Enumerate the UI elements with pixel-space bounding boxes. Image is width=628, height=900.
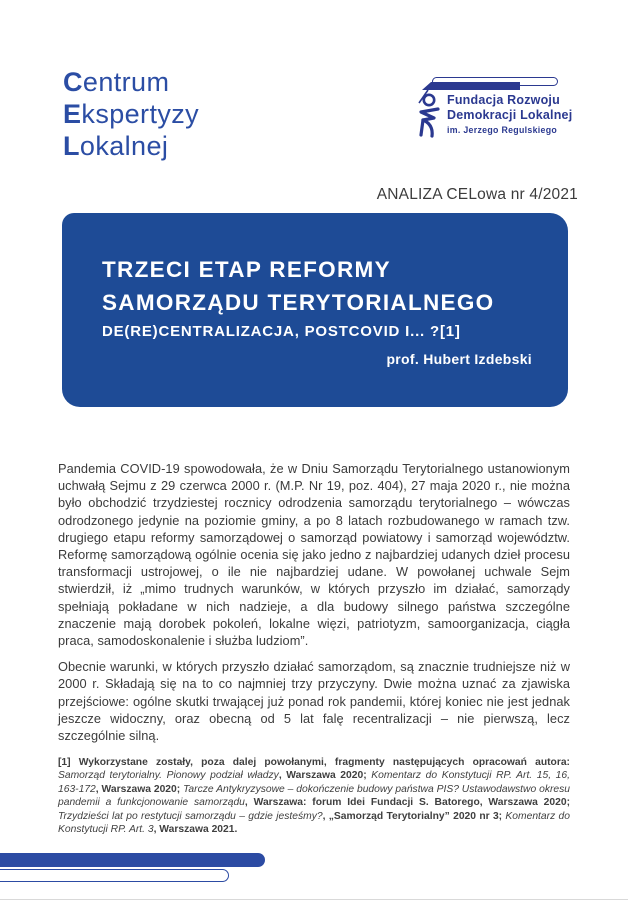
footnote-work-title: Samorząd terytorialny. Pionowy podział władzy: [58, 770, 279, 782]
frdl-name: [447, 93, 572, 123]
footnote-text: [1] Wykorzystane zostały, poza dalej powołanymi, fragmenty następujących opracowań autora:: [58, 757, 570, 768]
bottom-outline-bar-decoration: [0, 869, 229, 882]
footnote-work-title: Komentarz do Konstytucji RP. Art. 15, 16, 163-172: [58, 770, 570, 795]
footnote-text: , „Samorząd Terytorialny” 2020 nr 3;: [322, 810, 506, 822]
frdl-logo: [416, 70, 576, 140]
footnote-work-title: Komentarz do Konstytucji RP. Art. 3: [58, 810, 570, 836]
footnote: [58, 756, 570, 836]
frdl-name-line-1: Fundacja Rozwoju: [447, 93, 560, 107]
cel-rest: kspertyzy: [81, 99, 200, 129]
cel-logo-line-2: [63, 98, 199, 130]
cel-logo-line-3: [63, 130, 199, 162]
footnote-text: , Warszawa 2020;: [278, 770, 372, 782]
issue-label: ANALIZA CELowa nr 4/2021: [376, 186, 578, 203]
cel-initial: C: [63, 67, 83, 97]
author-name: prof. Hubert Izdebski: [386, 351, 532, 367]
footnote-text: , Warszawa: forum Idei Fundacji S. Batorego, Warszawa 2020;: [244, 797, 571, 809]
footnote-text: , Warszawa 2020;: [95, 783, 184, 795]
title-banner: [62, 213, 568, 407]
body-paragraph-1: Pandemia COVID-19 spowodowała, że w Dniu Samorządu Terytorialnego ustanowionym uchwałą Sejmu z 29 czerwca 2000 r. (M.P. Nr 19, poz. 404), 27 maja 2020 r., nie można było obchodzić trzydziestej rocznicy odrodzenia samorządu terytorialnego – wówczas odrodzonego jedynie na poziomie gminy, a po 8 latach rozbudowanego w ramach tzw. drugiego etapu reformy samorządowej o samorząd powiatowy i samorząd województw. Reformę samorządową ogólnie ocenia się jako jedno z najbardziej udanych dzieł procesu transformacji ustrojowej, o ile nie najbardziej udane. W powołanej uchwale Sejm stwierdził, iż „mimo trudnych warunków, w których przyszło im działać, samorządy spełniają pokładane w nich nadzieje, a dla budowy silnego państwa szczególne znaczenie mają dorobek pokoleń, lokalne więzi, patriotyzm, samoorganizacja, ciągła praca, samodoskonalenie i służba ludziom”.: [58, 461, 570, 649]
cel-logo: [63, 66, 199, 162]
cel-initial: L: [63, 131, 80, 161]
cel-initial: E: [63, 99, 82, 129]
bottom-solid-bar-decoration: [0, 853, 265, 867]
frdl-name-line-2: Demokracji Lokalnej: [447, 108, 573, 122]
body-paragraph-2: Obecnie warunki, w których przyszło działać samorządom, są znacznie trudniejsze niż w 2000 r. Składają się na to co najmniej trzy przyczyny. Dwie można uznać za zjawiska przejściowe: ogólne skutki trwającej już ponad rok pandemii, której koniec nie jest jednak jeszcze widoczny, oraz obecną od 5 lat falę recentralizacji – nie pierwszą, lecz szczególnie silną.: [58, 659, 570, 744]
cel-logo-line-1: [63, 66, 199, 98]
frdl-patron: im. Jerzego Regulskiego: [447, 125, 558, 135]
cel-rest: okalnej: [79, 131, 169, 161]
footnote-work-title: Tarcze Antykryzysowe – dokończenie budowy państwa PIS? Ustawodawstwo okresu pandemii a funkcjonowanie samorządu: [58, 783, 571, 809]
title-line-1: TRZECI ETAP REFORMY: [102, 257, 391, 282]
footnote-work-title: Trzydzieści lat po restytucji samorządu – gdzie jesteśmy?: [58, 810, 323, 822]
title-line-2: SAMORZĄDU TERYTORIALNEGO: [102, 290, 495, 315]
footnote-text: , Warszawa 2021.: [153, 824, 238, 836]
document-subtitle: DE(RE)CENTRALIZACJA, POSTCOVID I... ?[1]: [102, 323, 461, 340]
body-paragraphs: [58, 460, 570, 753]
cel-rest: entrum: [82, 67, 170, 97]
frdl-person-icon: [416, 89, 444, 139]
document-title: [102, 253, 494, 319]
